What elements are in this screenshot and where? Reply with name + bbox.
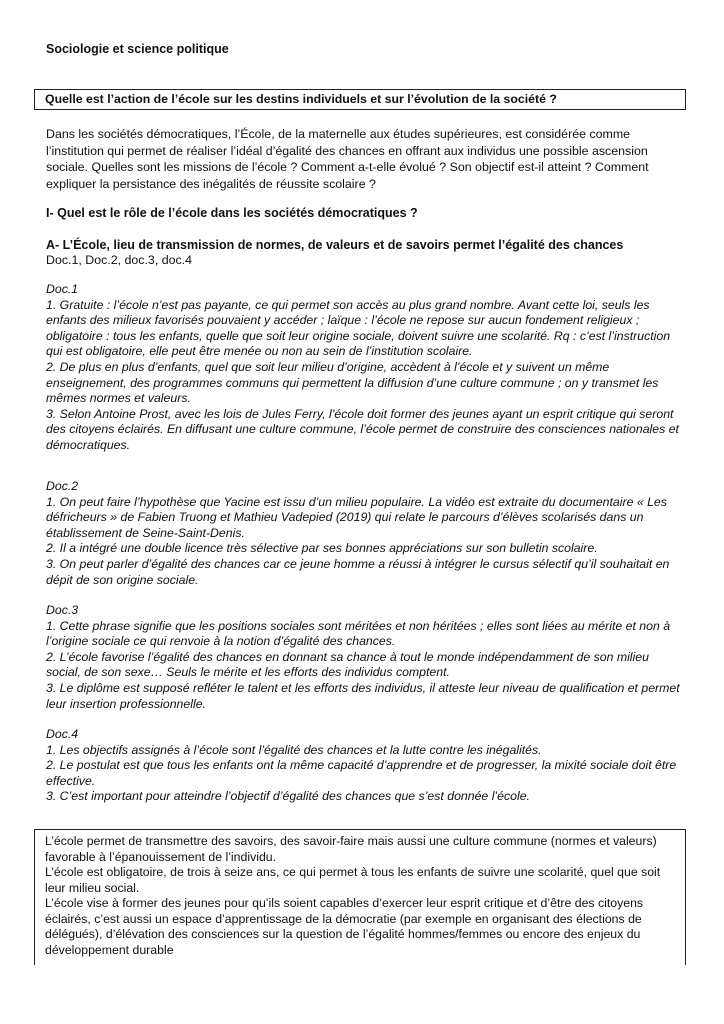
doc-references: Doc.1, Doc.2, doc.3, doc.4 [46,253,193,267]
doc-answer: 1. Les objectifs assignés à l’école sont l’égalité des chances et la lutte contre les inégalités. [46,742,542,757]
doc-answer: 3. C’est important pour atteindre l’objectif d’égalité des chances que s’est donnée l’école. [46,789,530,804]
summary-paragraph: L’école est obligatoire, de trois à seize ans, ce qui permet à tous les enfants de suivre une scolarité, quel que soit leur milieu social. [45,865,661,895]
intro-text: Dans les sociétés démocratiques, l’École, de la maternelle aux études supérieures, est considérée comme l’institution qui permet de réaliser l’idéal d’égalité des chances en offrant aux individus une possible ascension sociale. Quelles sont les missions de l’école ? Comment a-t-elle évolué ? Son objectif est-il atteint ? Comment expliquer la persistance des inégalités de réussite scolaire ? [46,127,649,191]
doc-answer: 2. L’école favorise l’égalité des chances en donnant sa chance à tout le monde indépendamment de son milieu social, de son sexe… Seuls le mérite et les efforts des individus comptent. [46,649,649,680]
doc-title: Doc.4 [46,727,79,741]
summary-paragraph: L’école vise à former des jeunes pour qu’ils soient capables d’exercer leur esprit critique et d’être des citoyens éclairés, c’est aussi un espace d’apprentissage de la démocratie (par exemple en organisant des élections de délégués), d’élévation des consciences sur la question de l’égalité hommes/femmes ou encore des enjeux du développement durable [45,896,644,957]
doc-title: Doc.1 [46,282,79,296]
doc-answer: 3. On peut parler d’égalité des chances car ce jeune homme a réussi à intégrer le cursus sélectif qu’il souhaitait en dépit de son origine sociale. [46,556,670,587]
section-heading-A: A- L’École, lieu de transmission de normes, de valeurs et de savoirs permet l’égalité des chances [46,238,624,252]
doc-answer: 1. Gratuite : l’école n’est pas payante, ce qui permet son accès au plus grand nombre. Avant cette loi, seuls les enfants des milieux favorisés pouvaient y accéder ; laïque : l’école ne repose sur aucun fondement religieux ; obligatoire : tous les enfants, quelle que soit leur origine sociale, doivent suivre une scolarité. Rq : c’est l’instruction qui est obligatoire, elle peut être menée ou non au sein de l’institution scolaire. [46,297,671,359]
doc-title: Doc.2 [46,479,79,493]
doc-block-2 [46,479,686,588]
doc-answer: 3. Le diplôme est supposé refléter le talent et les efforts des individus, il atteste leur niveau de qualification et permet leur insertion professionnelle. [46,680,680,711]
doc-block-4 [46,727,686,805]
doc-block-1 [46,282,686,454]
main-question-box: Quelle est l’action de l’école sur les destins individuels et sur l’évolution de la société ? [34,89,686,110]
summary-box [34,829,686,965]
doc-answer: 2. Il a intégré une double licence très sélective par ses bonnes appréciations sur son bulletin scolaire. [46,541,598,556]
section-heading-I: I- Quel est le rôle de l’école dans les sociétés démocratiques ? [46,206,418,220]
doc-answer: 3. Selon Antoine Prost, avec les lois de Jules Ferry, l’école doit former des jeunes ayant un esprit critique qui seront des citoyens éclairés. En diffusant une culture commune, l’école permet de construire des consciences nationales et démocratiques. [46,406,679,452]
summary-paragraph: L’école permet de transmettre des savoirs, des savoir-faire mais aussi une culture commune (normes et valeurs) favorable à l’épanouissement de l’individu. [45,834,657,864]
doc-block-3 [46,603,686,712]
intro-paragraph [46,126,686,192]
doc-answer: 1. Cette phrase signifie que les positions sociales sont méritées et non héritées ; elles sont liées au mérite et non à l’origine sociale ce qui renvoie à la notion d’égalité des chances. [46,618,671,649]
doc-answer: 2. De plus en plus d’enfants, quel que soit leur milieu d’origine, accèdent à l’école et y suivent un même enseignement, des programmes communs qui permettent la diffusion d’une culture commune ; on y transmet les mêmes normes et valeurs. [46,359,659,406]
doc-title: Doc.3 [46,603,79,617]
doc-answer: 2. Le postulat est que tous les enfants ont la même capacité d’apprendre et de progresser, la mixité sociale doit être effective. [46,758,677,788]
subject-title: Sociologie et science politique [46,42,229,56]
doc-answer: 1. On peut faire l’hypothèse que Yacine est issu d’un milieu populaire. La vidéo est extraite du documentaire « Les défricheurs » de Fabien Truong et Mathieu Vadepied (2019) qui relate le parcours d’élèves scolarisés dans un établissement de Seine-Saint-Denis. [46,494,667,540]
